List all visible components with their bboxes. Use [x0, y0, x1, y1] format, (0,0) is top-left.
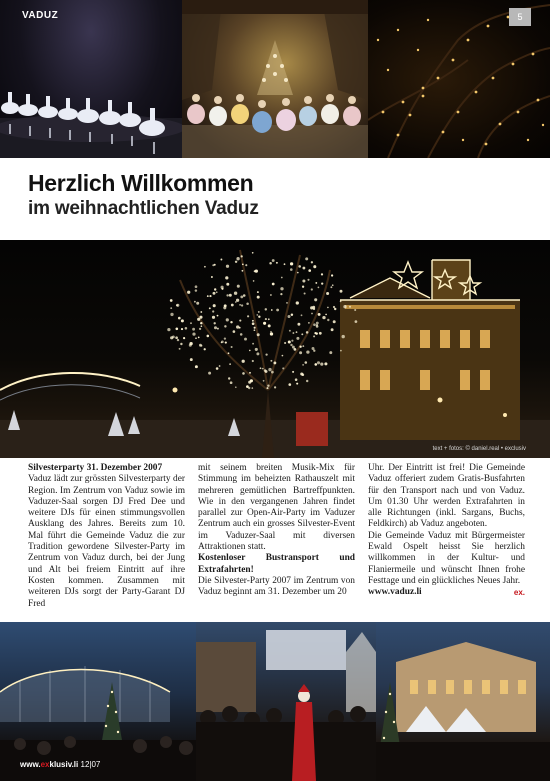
fairy-light	[340, 350, 342, 352]
fairy-light	[265, 308, 267, 310]
fairy-light	[286, 302, 288, 304]
headline: Herzlich Willkommen	[28, 170, 254, 196]
article-paragraph: mit seinem breiten Musik-Mix für Stimmung im beheizten Rathauszelt mit mehreren gemütlichen Bartreffpunkten. Wie in den vergangenen Jahren findet parallel zur Open-Air-Party im Vaduzer Zentrum auch ein grosses Silvester-Event im Vaduzer-Saal mit diversen Attraktionen statt.	[198, 463, 355, 553]
fairy-light	[190, 322, 192, 324]
fairy-light	[292, 346, 295, 349]
fairy-light	[208, 372, 211, 375]
fairy-light	[284, 342, 286, 344]
fairy-light	[318, 313, 321, 316]
fairy-light	[289, 330, 291, 332]
photo-ballet-scene	[182, 0, 368, 158]
fairy-light	[290, 268, 293, 271]
fairy-light	[327, 307, 329, 309]
fairy-light	[221, 286, 224, 289]
fairy-light	[195, 365, 198, 368]
fairy-light	[294, 348, 297, 351]
fairy-light	[207, 335, 210, 338]
fairy-light	[239, 320, 241, 322]
fairy-light	[288, 340, 291, 343]
fairy-light	[226, 318, 229, 321]
fairy-light	[192, 328, 195, 331]
fairy-light	[231, 346, 233, 348]
fairy-light	[170, 307, 172, 309]
fairy-light	[297, 272, 299, 274]
fairy-light	[263, 380, 265, 382]
fairy-light	[306, 331, 309, 334]
fairy-light	[265, 353, 267, 355]
fairy-light	[318, 287, 320, 289]
fairy-light	[290, 262, 293, 265]
fairy-light	[281, 277, 283, 279]
fairy-light	[302, 279, 305, 282]
fairy-light	[226, 283, 229, 286]
fairy-light	[225, 276, 228, 279]
fairy-light	[195, 337, 197, 339]
fairy-light	[242, 360, 245, 363]
fairy-light	[306, 350, 309, 353]
fairy-light	[252, 252, 254, 254]
fairy-light	[200, 322, 202, 324]
fairy-light	[226, 265, 229, 268]
fairy-light	[216, 367, 219, 370]
fairy-light	[312, 347, 315, 350]
fairy-light	[217, 315, 219, 317]
fairy-light	[236, 299, 239, 302]
fairy-light	[255, 269, 258, 272]
fairy-light	[224, 304, 227, 307]
fairy-light	[247, 315, 249, 317]
fairy-light	[329, 351, 332, 354]
fairy-light	[321, 282, 323, 284]
fairy-light	[214, 288, 216, 290]
fairy-light	[204, 348, 206, 350]
fairy-light	[212, 310, 214, 312]
fairy-light	[177, 339, 179, 341]
fairy-light	[342, 335, 345, 338]
fairy-light	[236, 325, 239, 328]
fairy-light	[291, 313, 293, 315]
fairy-light	[301, 314, 303, 316]
fairy-light	[333, 320, 336, 323]
fairy-light	[296, 301, 299, 304]
article-heading-bustransport: Kostenloser Bustransport und Extrafahrten!	[198, 553, 355, 575]
fairy-light	[326, 292, 329, 295]
fairy-light	[201, 325, 203, 327]
fairy-light	[258, 315, 260, 317]
fairy-light	[296, 331, 298, 333]
fairy-light	[254, 329, 256, 331]
fairy-light	[252, 360, 254, 362]
fairy-light	[299, 351, 302, 354]
fairy-light	[330, 286, 332, 288]
fairy-light	[236, 257, 239, 260]
fairy-light	[313, 335, 315, 337]
fairy-light	[214, 326, 217, 329]
fairy-light	[269, 262, 272, 265]
fairy-light	[195, 285, 198, 288]
fairy-light	[334, 308, 336, 310]
fairy-light	[271, 371, 274, 374]
fairy-light	[200, 311, 202, 313]
photo-credit: text + fotos: © daniel.real • exclusiv	[432, 446, 526, 452]
fairy-light	[287, 315, 290, 318]
fairy-light	[181, 319, 184, 322]
fairy-light	[257, 296, 260, 299]
section-label: VADUZ	[22, 10, 59, 21]
fairy-light	[221, 340, 224, 343]
fairy-light	[225, 342, 227, 344]
fairy-light	[273, 361, 276, 364]
fairy-light	[320, 362, 323, 365]
fairy-light	[301, 333, 303, 335]
fairy-light	[340, 290, 343, 293]
fairy-light	[296, 383, 298, 385]
fairy-light	[257, 333, 260, 336]
fairy-light	[213, 292, 216, 295]
subheadline: im weihnachtlichen Vaduz	[28, 198, 259, 219]
fairy-light	[235, 386, 237, 388]
fairy-light	[256, 314, 258, 316]
fairy-light	[199, 328, 201, 330]
fairy-light	[292, 371, 294, 373]
fairy-light	[321, 273, 323, 275]
footer-url-prefix: www.	[20, 760, 41, 769]
fairy-light	[179, 348, 181, 350]
fairy-light	[295, 378, 298, 381]
fairy-light	[296, 337, 299, 340]
fairy-light	[298, 265, 301, 268]
fairy-light	[217, 328, 219, 330]
fairy-light	[302, 364, 304, 366]
fairy-light	[219, 365, 221, 367]
fairy-light	[224, 337, 226, 339]
fairy-light	[216, 291, 218, 293]
footer-url-accent: ex	[40, 760, 50, 769]
footer-issue: 12|07	[80, 760, 101, 769]
fairy-light	[212, 264, 214, 266]
fairy-light	[197, 318, 200, 321]
fairy-light	[237, 285, 240, 288]
fairy-light	[246, 303, 249, 306]
fairy-light	[255, 348, 258, 351]
fairy-light	[167, 328, 170, 331]
fairy-light	[251, 387, 253, 389]
fairy-light	[270, 331, 272, 333]
fairy-light	[253, 280, 255, 282]
fairy-light	[291, 340, 293, 342]
fairy-light	[240, 295, 243, 298]
fairy-light	[239, 304, 241, 306]
fairy-light	[267, 384, 269, 386]
article-column-1	[28, 463, 185, 610]
fairy-light	[198, 337, 200, 339]
fairy-light	[209, 295, 211, 297]
fairy-light	[181, 328, 183, 330]
fairy-light	[331, 328, 334, 331]
fairy-light	[195, 289, 197, 291]
fairy-light	[190, 358, 193, 361]
fairy-light	[300, 373, 303, 376]
fairy-light	[266, 387, 268, 389]
fairy-light	[290, 344, 292, 346]
fairy-light	[270, 360, 272, 362]
fairy-light	[311, 288, 313, 290]
fairy-light	[315, 282, 317, 284]
fairy-light	[274, 386, 276, 388]
fairy-light	[280, 293, 282, 295]
fairy-light	[256, 352, 259, 355]
fairy-light	[254, 327, 256, 329]
fairy-light	[324, 362, 327, 365]
fairy-light	[354, 309, 356, 311]
article-paragraph: Vaduz lädt zur grössten Silvesterparty der Region. Im Zentrum von Vaduz sowie im Vaduzer-Saal sorgen DJ Fred Dee und weitere DJs für einen stimmungsvollen Ausklang des Jahres. Bereits zum 10. Mal führt die Gemeinde Vaduz die zur Tradition gewordene Silvester-Party im Zentrum von Vaduz durch, bei der Jung und Alt bei freiem Eintritt auf ihre Kosten kommen. Zusammen mit weiteren DJs sorgt der Party-Garant DJ Fred	[28, 474, 185, 609]
fairy-light	[228, 352, 230, 354]
fairy-light	[306, 380, 308, 382]
fairy-light	[299, 346, 301, 348]
fairy-light	[241, 255, 243, 257]
author-signature: ex.	[513, 588, 525, 598]
article-column-2	[198, 463, 355, 599]
fairy-light	[312, 306, 315, 309]
fairy-light	[280, 287, 283, 290]
fairy-light	[272, 259, 275, 262]
article-paragraph: Die Gemeinde Vaduz mit Bürgermeister Ewald Ospelt heisst Sie herzlich willkommen in der Kultur- und Flaniermeile und wünscht Ihnen frohe Festtage und ein glückliches Neues Jahr.	[368, 530, 525, 586]
fairy-light	[262, 368, 264, 370]
fairy-light	[233, 330, 236, 333]
fairy-light	[170, 299, 173, 302]
fairy-light	[175, 336, 178, 339]
fairy-light	[282, 355, 284, 357]
article-column-3	[368, 463, 525, 599]
fairy-light	[340, 300, 342, 302]
photo-vaduz-town-hall-night	[0, 240, 550, 458]
fairy-light	[245, 264, 247, 266]
fairy-light	[194, 301, 196, 303]
photo-crowd-santa	[196, 622, 376, 781]
fairy-light	[187, 291, 190, 294]
fairy-light	[332, 284, 334, 286]
fairy-light	[204, 266, 206, 268]
fairy-light	[244, 338, 247, 341]
fairy-light	[185, 327, 188, 330]
fairy-light	[268, 318, 270, 320]
fairy-light	[229, 363, 231, 365]
fairy-light	[170, 313, 173, 316]
fairy-light	[265, 370, 268, 373]
fairy-light	[331, 274, 333, 276]
article-paragraph: Die Silvester-Party 2007 im Zentrum von Vaduz beginnt am 31. Dezember um 20	[198, 575, 355, 598]
fairy-light	[272, 283, 275, 286]
photo-ballet-stage	[0, 0, 182, 158]
fairy-light	[183, 337, 185, 339]
fairy-light	[314, 363, 317, 366]
fairy-light	[178, 317, 181, 320]
fairy-light	[243, 294, 246, 297]
fairy-light	[305, 257, 308, 260]
fairy-light	[325, 314, 327, 316]
fairy-light	[284, 263, 286, 265]
fairy-light	[297, 323, 300, 326]
fairy-light	[314, 298, 317, 301]
fairy-light	[263, 322, 266, 325]
fairy-light	[231, 304, 234, 307]
fairy-light	[249, 350, 251, 352]
fairy-light	[228, 377, 230, 379]
fairy-light	[213, 304, 216, 307]
fairy-light	[265, 318, 267, 320]
fairy-light	[209, 307, 211, 309]
fairy-light	[199, 316, 202, 319]
fairy-light	[241, 304, 243, 306]
fairy-light	[214, 322, 216, 324]
fairy-light	[224, 325, 226, 327]
fairy-light	[282, 367, 284, 369]
fairy-light	[308, 322, 310, 324]
fairy-light	[288, 383, 291, 386]
fairy-light	[172, 336, 175, 339]
fairy-light	[180, 343, 182, 345]
fairy-light	[248, 381, 251, 384]
photo-town-hall-crowd	[376, 622, 550, 781]
fairy-light	[192, 332, 195, 335]
fairy-light	[242, 263, 244, 265]
article-heading-silvesterparty: Silvesterparty 31. Dezember 2007	[28, 463, 163, 473]
page-number: 5	[509, 8, 531, 26]
fairy-light	[175, 327, 178, 330]
fairy-light	[327, 319, 329, 321]
fairy-light	[333, 306, 335, 308]
fairy-light	[316, 324, 318, 326]
fairy-light	[240, 333, 243, 336]
fairy-light	[239, 327, 241, 329]
fairy-light	[307, 279, 309, 281]
fairy-light	[242, 270, 244, 272]
fairy-light	[302, 267, 305, 270]
fairy-light	[316, 322, 319, 325]
fairy-light	[258, 311, 260, 313]
photo-christmas-market-dome	[0, 622, 196, 781]
fairy-light	[349, 306, 351, 308]
fairy-light	[235, 261, 237, 263]
fairy-light	[196, 302, 199, 305]
fairy-light	[313, 265, 316, 268]
article-paragraph: Uhr. Der Eintritt ist frei! Die Gemeinde Vaduz offeriert zudem Gratis-Busfahrten für den Transport nach und von Vaduz. Um 01.30 Uhr werden Extrafahrten in alle Richtungen (inkl. Sargans, Buchs, Feldkirch) ab Vaduz angeboten.	[368, 463, 525, 530]
website-link[interactable]: www.vaduz.li	[368, 587, 422, 598]
fairy-light	[200, 345, 202, 347]
fairy-light	[249, 372, 251, 374]
fairy-light	[234, 292, 237, 295]
fairy-light	[314, 332, 316, 334]
footer-url-suffix: klusiv.li	[49, 760, 79, 769]
fairy-light	[229, 294, 232, 297]
fairy-light	[304, 292, 306, 294]
fairy-light	[271, 309, 273, 311]
fairy-light	[317, 361, 320, 364]
fairy-light	[268, 324, 271, 327]
fairy-light	[212, 316, 215, 319]
fairy-light	[305, 361, 308, 364]
fairy-light	[235, 301, 237, 303]
fairy-light	[322, 316, 325, 319]
fairy-light	[313, 323, 316, 326]
fairy-light	[302, 345, 304, 347]
fairy-light	[311, 313, 313, 315]
article-body	[28, 463, 526, 613]
fairy-light	[230, 321, 232, 323]
fairy-light	[252, 343, 254, 345]
fairy-light	[248, 387, 250, 389]
fairy-light	[260, 367, 262, 369]
fairy-light	[252, 320, 254, 322]
fairy-light	[176, 304, 178, 306]
fairy-light	[220, 259, 222, 261]
fairy-light	[230, 381, 233, 384]
fairy-light	[319, 332, 322, 335]
footer-url[interactable]	[20, 760, 100, 769]
fairy-light	[207, 295, 209, 297]
fairy-light	[308, 269, 311, 272]
fairy-light	[211, 276, 213, 278]
fairy-light	[270, 332, 273, 335]
fairy-light	[226, 294, 228, 296]
fairy-light	[302, 286, 304, 288]
fairy-light	[292, 332, 294, 334]
fairy-light	[189, 344, 192, 347]
fairy-light	[252, 322, 255, 325]
fairy-light	[355, 320, 358, 323]
fairy-light	[242, 372, 245, 375]
fairy-light	[311, 261, 313, 263]
fairy-light	[343, 305, 346, 308]
fairy-light	[276, 309, 279, 312]
fairy-light	[268, 368, 271, 371]
fairy-light	[257, 291, 259, 293]
fairy-light	[276, 262, 278, 264]
fairy-light	[270, 294, 272, 296]
